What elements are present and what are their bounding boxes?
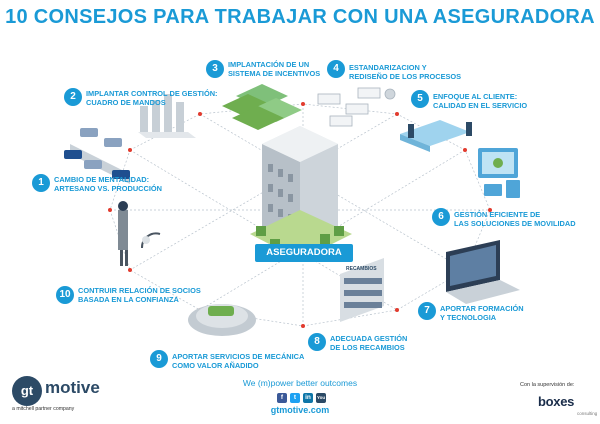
tip-2-text (86, 89, 218, 107)
tip-10-number: 10 (56, 286, 74, 304)
tip-3-text (228, 60, 320, 78)
website-link[interactable]: gtmotive.com (270, 405, 330, 415)
tip-3-line-1: IMPLANTACIÓN DE UN (228, 60, 310, 69)
tip-4-number: 4 (327, 60, 345, 78)
tip-3-line-2: SISTEMA DE INCENTIVOS (228, 69, 321, 78)
tip-7-number: 7 (418, 302, 436, 320)
laptop-icon (446, 240, 520, 304)
tip-9-text (172, 352, 304, 370)
tip-6-line-1: GESTIÓN EFICIENTE DE (454, 210, 541, 219)
logo-mark: gt (12, 376, 42, 406)
parts-shelf-icon (340, 258, 384, 322)
supervision-label: Con la supervisión de: (520, 382, 575, 388)
tip-8-text (330, 334, 407, 352)
tip-1-text (54, 175, 162, 193)
twitter-icon[interactable]: t (290, 393, 300, 403)
mobile-icon (478, 148, 520, 198)
tip-3-number: 3 (206, 60, 224, 78)
tip-1-number: 1 (32, 174, 50, 192)
tip-7-text (440, 304, 524, 322)
youtube-icon[interactable]: You (316, 393, 326, 403)
tip-4-line-2: REDISEÑO DE LOS PROCESOS (349, 72, 462, 81)
tip-2-line-1: IMPLANTAR CONTROL DE GESTIÓN: (86, 89, 218, 98)
tip-8-line-1: ADECUADA GESTIÓN (330, 334, 408, 343)
linkedin-icon[interactable]: in (303, 393, 313, 403)
recambios-label: RECAMBIOS (346, 266, 377, 272)
tip-7-line-1: APORTAR FORMACIÓN (440, 304, 524, 313)
tip-10-text (78, 286, 201, 304)
tip-5-text (433, 92, 527, 110)
tip-1-line-2: ARTESANO VS. PRODUCCIÓN (54, 184, 162, 193)
tip-1-line-1: CAMBIO DE MENTALIDAD: (54, 175, 150, 184)
tip-10-line-1: CONTRUIR RELACIÓN DE SOCIOS (78, 286, 201, 295)
tip-8-line-2: DE LOS RECAMBIOS (330, 343, 405, 352)
page-title: 10 CONSEJOS PARA TRABAJAR CON UNA ASEGURADORA (5, 6, 595, 28)
gear-car-icon (188, 304, 256, 336)
logo-tagline: a mitchell partner company (12, 406, 75, 412)
tip-6-line-2: LAS SOLUCIONES DE MOVILIDAD (454, 219, 576, 228)
tip-9-line-2: COMO VALOR AÑADIDO (172, 361, 259, 370)
building-icon (250, 126, 352, 260)
tip-5-line-1: ENFOQUE AL CLIENTE: (433, 92, 518, 101)
slogan: We (m)power better outcomes (242, 378, 358, 388)
tip-4-text (349, 63, 461, 81)
customer-service-icon (400, 120, 472, 152)
tip-9-number: 9 (150, 350, 168, 368)
social-icons (277, 393, 327, 403)
boxes-subtitle: consulting (577, 411, 598, 416)
tip-5-line-2: CALIDAD EN EL SERVICIO (433, 101, 528, 110)
logo-word: motive (45, 378, 100, 397)
tip-6-text (454, 210, 576, 228)
money-icon (222, 84, 302, 130)
boxes-logo[interactable]: boxes (538, 394, 575, 409)
tip-6-number: 6 (432, 208, 450, 226)
tip-10-line-2: BASADA EN LA CONFIANZA (78, 295, 179, 304)
tip-8-number: 8 (308, 333, 326, 351)
tip-2-number: 2 (64, 88, 82, 106)
tip-9-line-1: APORTAR SERVICIOS DE MECÁNICA (172, 352, 305, 361)
center-label: ASEGURADORA (255, 244, 353, 262)
tip-4-line-1: ESTANDARIZACION Y (349, 63, 427, 72)
tip-2-line-2: CUADRO DE MANDOS (86, 98, 166, 107)
facebook-icon[interactable]: f (277, 393, 287, 403)
tip-7-line-2: Y TECNOLOGIA (440, 313, 497, 322)
tip-5-number: 5 (411, 90, 429, 108)
